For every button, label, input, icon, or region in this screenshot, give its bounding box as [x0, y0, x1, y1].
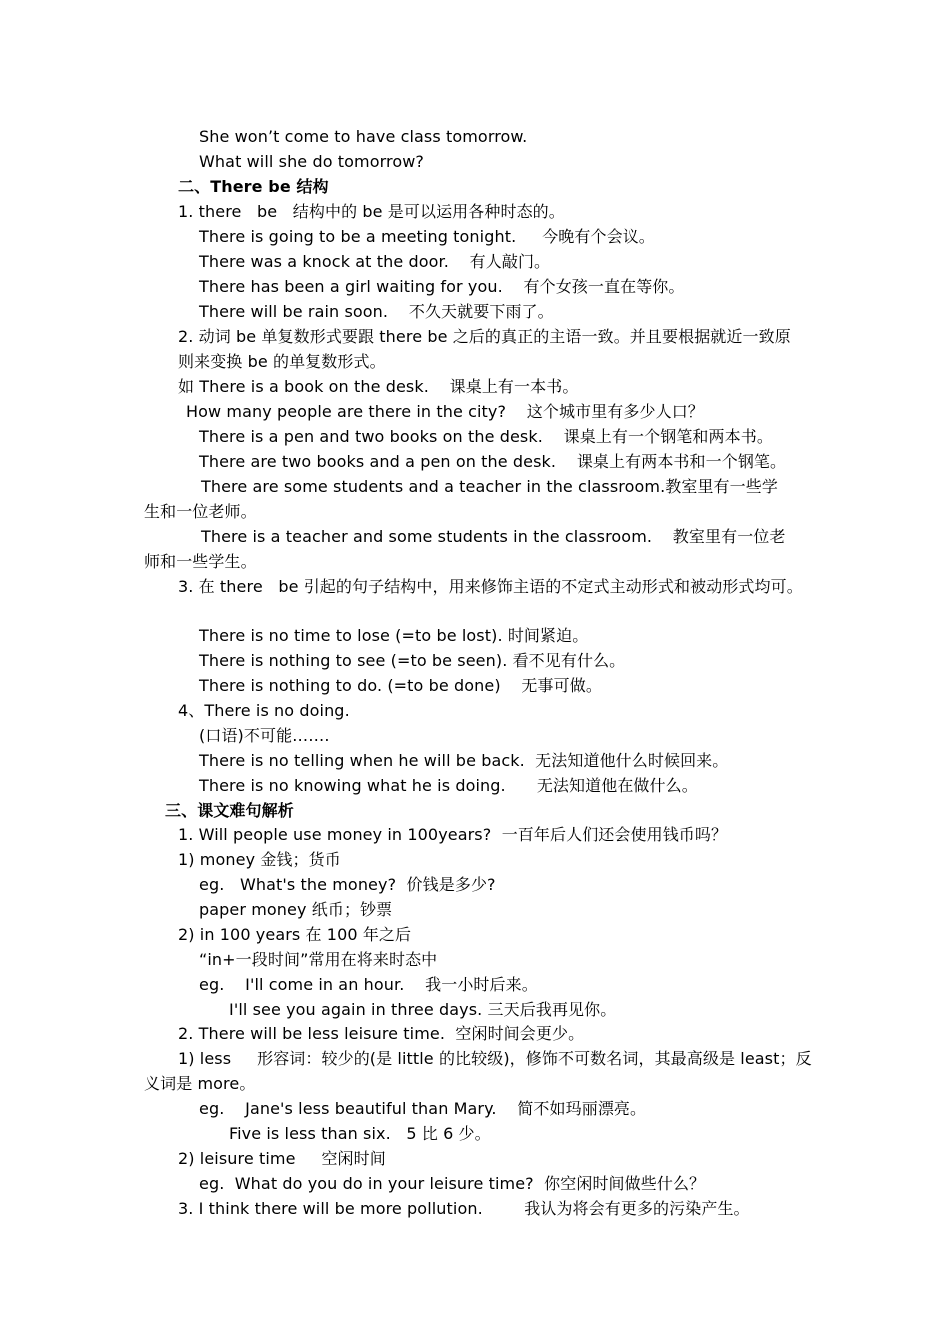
line-l33: “in+一段时间”常用在将来时态中 — [199, 950, 438, 969]
line-l13: There is a pen and two books on the desk. 课桌上有一个钢笔和两本书。 — [199, 427, 773, 446]
line-l25: There is no telling when he will be back. 无法知道他什么时候回来。 — [199, 751, 729, 770]
section-heading-difficult-sentences: 三、课文难句解析 — [165, 801, 294, 820]
line-l23: 4、There is no doing. — [178, 701, 350, 720]
line-l21: There is nothing to see (=to be seen). 看不见有什么。 — [199, 651, 626, 670]
line-l20: There is no time to lose (=to be lost). 时间紧迫。 — [199, 626, 589, 645]
line-l14: There are two books and a pen on the desk. 课桌上有两本书和一个钢笔。 — [199, 452, 787, 471]
line-l05: There is going to be a meeting tonight. 今晚有个会议。 — [199, 227, 655, 246]
line-l28: 1. Will people use money in 100years? 一百年后人们还会使用钱币吗？ — [178, 825, 728, 844]
line-l39: eg. Jane's less beautiful than Mary. 简不如玛丽漂亮。 — [199, 1099, 647, 1118]
line-l11: 如 There is a book on the desk. 课桌上有一本书。 — [178, 377, 579, 396]
line-l30: eg. What's the money? 价钱是多少? — [199, 875, 496, 894]
line-l24: (口语)不可能……. — [199, 726, 330, 745]
line-l26: There is no knowing what he is doing. 无法知道他在做什么。 — [199, 776, 698, 795]
section-heading-there-be: 二、There be 结构 — [178, 177, 329, 196]
line-l18: 师和一些学生。 — [144, 552, 257, 571]
line-l36: 2. There will be less leisure time. 空闲时间会更少。 — [178, 1024, 585, 1043]
line-l17: There is a teacher and some students in the classroom. 教室里有一位老 — [201, 527, 786, 546]
line-l19: 3. 在 there be 引起的句子结构中，用来修饰主语的不定式主动形式和被动形式均可。 — [178, 577, 803, 596]
line-l02: What will she do tomorrow? — [199, 152, 424, 171]
line-l22: There is nothing to do. (=to be done) 无事可做。 — [199, 676, 602, 695]
line-l08: There will be rain soon. 不久天就要下雨了。 — [199, 302, 554, 321]
line-l10: 则来变换 be 的单复数形式。 — [178, 352, 386, 371]
line-l04: 1. there be 结构中的 be 是可以运用各种时态的。 — [178, 202, 565, 221]
line-l07: There has been a girl waiting for you. 有个女孩一直在等你。 — [199, 277, 685, 296]
line-l06: There was a knock at the door. 有人敲门。 — [199, 252, 551, 271]
line-l37: 1) less 形容词：较少的(是 little 的比较级)，修饰不可数名词，其最高级是 least；反 — [178, 1049, 812, 1068]
line-l01: She won’t come to have class tomorrow. — [199, 127, 528, 146]
line-l32: 2) in 100 years 在 100 年之后 — [178, 925, 412, 944]
line-l31: paper money 纸币；钞票 — [199, 900, 393, 919]
line-l43: 3. I think there will be more pollution. 我认为将会有更多的污染产生。 — [178, 1199, 750, 1218]
line-l38: 义词是 more。 — [144, 1074, 256, 1093]
line-l15: There are some students and a teacher in the classroom.教室里有一些学 — [201, 477, 778, 496]
line-l29: 1) money 金钱；货币 — [178, 850, 341, 869]
line-l35: I'll see you again in three days. 三天后我再见你。 — [229, 1000, 617, 1019]
line-l42: eg. What do you do in your leisure time? 你空闲时间做些什么？ — [199, 1174, 706, 1193]
line-l12: How many people are there in the city? 这个城市里有多少人口？ — [186, 402, 704, 421]
line-l09: 2. 动词 be 单复数形式要跟 there be 之后的真正的主语一致。并且要根据就近一致原 — [178, 327, 791, 346]
line-l16: 生和一位老师。 — [144, 502, 257, 521]
line-l34: eg. I'll come in an hour. 我一小时后来。 — [199, 975, 538, 994]
line-l41: 2) leisure time 空闲时间 — [178, 1149, 386, 1168]
line-l40: Five is less than six. 5 比 6 少。 — [229, 1124, 491, 1143]
